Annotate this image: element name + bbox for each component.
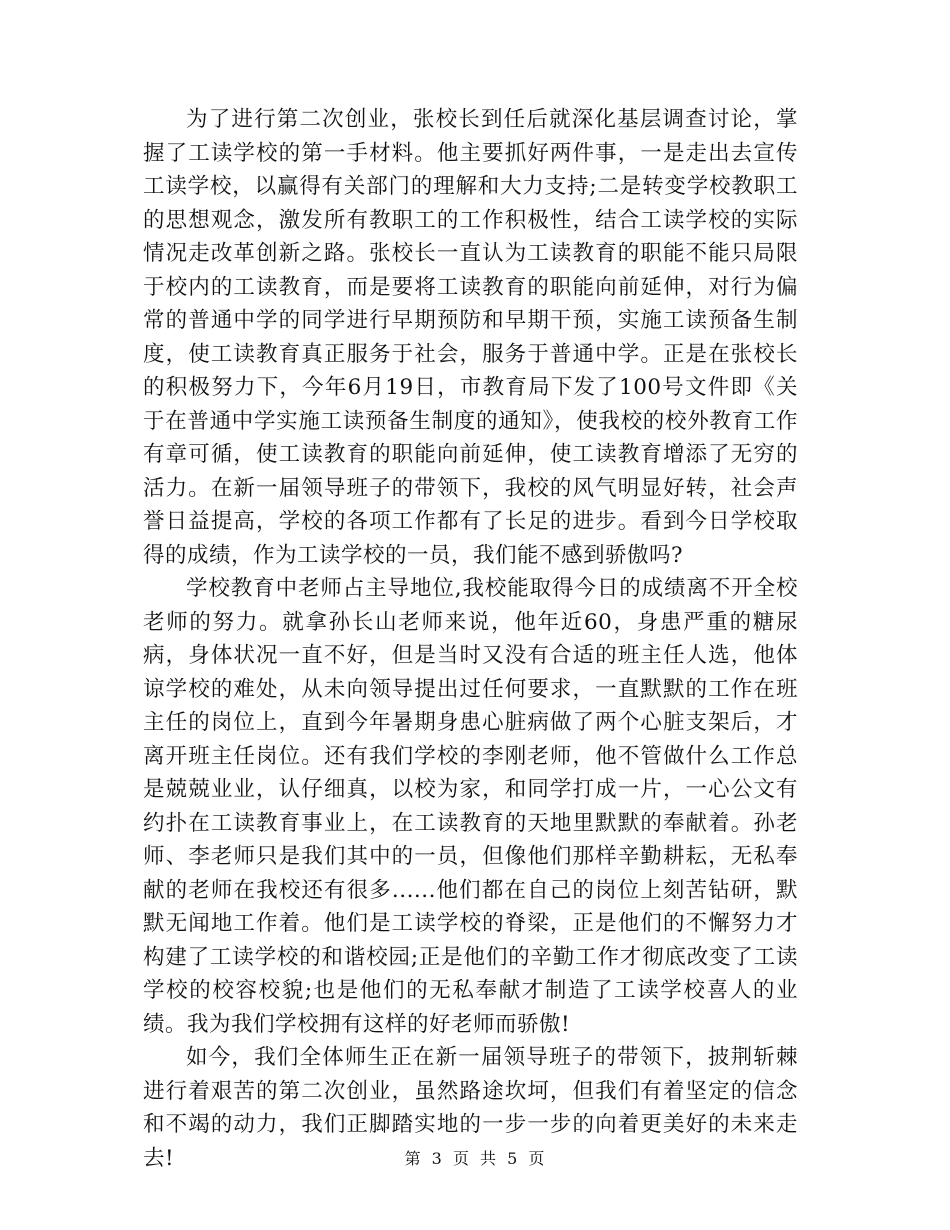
paragraph-2: 学校教育中老师占主导地位,我校能取得今日的成绩离不开全校老师的努力。就拿孙长山老师来说，他年近60，身患严重的糖尿病，身体状况一直不好，但是当时又没有合适的班主任人选，他体谅学校的难处，从未向领导提出过任何要求，一直默默的工作在班主任的岗位上，直到今年暑期身患心脏病做了两个心脏支架后，才离开班主任岗位。还有我们学校的李刚老师，他不管做什么工作总是兢兢业业，认仔细真，以校为家，和同学打成一片，一心公文有约扑在工读教育事业上，在工读教育的天地里默默的奉献着。孙老师、李老师只是我们其中的一员，但像他们那样辛勤耕耘，无私奉献的老师在我校还有很多......他们都在自己的岗位上刻苦钻研，默默无闻地工作着。他们是工读学校的脊梁，正是他们的不懈努力才构建了工读学校的和谐校园;正是他们的辛勤工作才彻底改变了工读学校的校容校貌;也是他们的无私奉献才制造了工读学校喜人的业绩。我为我们学校拥有这样的好老师而骄傲! <box>143 576 798 1037</box>
paragraph-1: 为了进行第二次创业，张校长到任后就深化基层调查讨论，掌握了工读学校的第一手材料。他主要抓好两件事，一是走出去宣传工读学校，以赢得有关部门的理解和大力支持;二是转变学校教职工的思想观念，激发所有教职工的工作积极性，结合工读学校的实际情况走改革创新之路。张校长一直认为工读教育的职能不能只局限于校内的工读教育，而是要将工读教育的职能向前延伸，对行为偏常的普通中学的同学进行早期预防和早期干预，实施工读预备生制度，使工读教育真正服务于社会，服务于普通中学。正是在张校长的积极努力下，今年6月19日，市教育局下发了100号文件即《关于在普通中学实施工读预备生制度的通知》，使我校的校外教育工作有章可循，使工读教育的职能向前延伸，使工读教育增添了无穷的活力。在新一届领导班子的带领下，我校的风气明显好转，社会声誉日益提高，学校的各项工作都有了长足的进步。看到今日学校取得的成绩，作为工读学校的一员，我们能不感到骄傲吗? <box>143 107 798 568</box>
page-number-footer: 第 3 页 共 5 页 <box>404 1149 546 1168</box>
document-body <box>143 103 798 1175</box>
paragraph-3: 如今，我们全体师生正在新一届领导班子的带领下，披荆斩棘进行着艰苦的第二次创业，虽然路途坎坷，但我们有着坚定的信念和不竭的动力，我们正脚踏实地的一步一步的向着更美好的未来走去! <box>143 1045 798 1171</box>
